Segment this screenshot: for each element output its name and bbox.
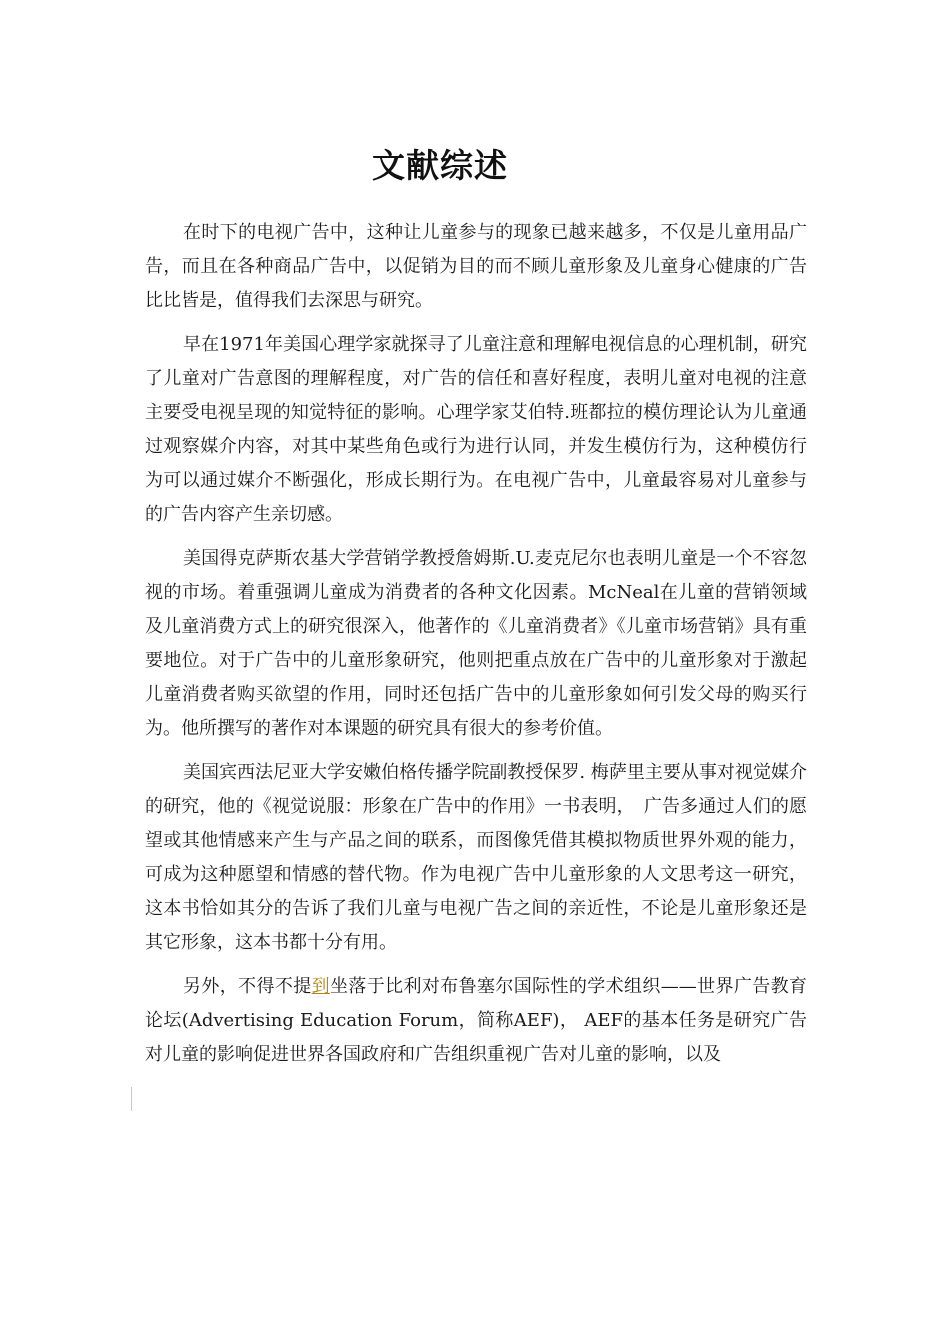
paragraph-3: 美国得克萨斯农基大学营销学教授詹姆斯.U.麦克尼尔也表明儿童是一个不容忽视的市场。着重强调儿童成为消费者的各种文化因素。McNeal在儿童的营销领域及儿童消费方式上的研究很深入，他著作的《儿童消费者》《儿童市场营销》具有重要地位。对于广告中的儿童形象研究，他则把重点放在广告中的儿童形象对于激起儿童消费者购买欲望的作用，同时还包括广告中的儿童形象如何引发父母的购买行为。他所撰写的著作对本课题的研究具有很大的参考价值。: [145, 548, 807, 739]
paragraph-5-text-after: 坐落于比利对布鲁塞尔国际性的学术组织——世界广告教育论坛(Advertising Education Forum，简称AEF)， AEF的基本任务是研究广告对儿童的影响促进世界各国政府和广告组织重视广告对儿童的影响，以及: [145, 976, 807, 1065]
highlighted-word: 到: [311, 976, 330, 997]
document-body: [145, 216, 807, 1082]
paragraph-4: 美国宾西法尼亚大学安嫩伯格传播学院副教授保罗. 梅萨里主要从事对视觉媒介的研究，他的《视觉说服：形象在广告中的作用》一书表明， 广告多通过人们的愿望或其他情感来产生与产品之间的联系，而图像凭借其模拟物质世界外观的能力，可成为这种愿望和情感的替代物。作为电视广告中儿童形象的人文思考这一研究，这本书恰如其分的告诉了我们儿童与电视广告之间的亲近性，不论是儿童形象还是其它形象，这本书都十分有用。: [145, 762, 807, 953]
document-title: 文献综述: [372, 146, 508, 185]
paragraph-1: 在时下的电视广告中，这种让儿童参与的现象已越来越多，不仅是儿童用品广告，而且在各种商品广告中，以促销为目的而不顾儿童形象及儿童身心健康的广告比比皆是，值得我们去深思与研究。: [145, 222, 807, 311]
paragraph-5-text-before: 另外，不得不提: [183, 976, 312, 997]
paragraph-5: [145, 970, 807, 1072]
paragraph-2: 早在1971年美国心理学家就探寻了儿童注意和理解电视信息的心理机制，研究了儿童对广告意图的理解程度，对广告的信任和喜好程度，表明儿童对电视的注意主要受电视呈现的知觉特征的影响。心理学家艾伯特.班都拉的模仿理论认为儿童通过观察媒介内容，对其中某些角色或行为进行认同，并发生模仿行为，这种模仿行为可以通过媒介不断强化，形成长期行为。在电视广告中，儿童最容易对儿童参与的广告内容产生亲切感。: [145, 334, 807, 525]
text-cursor-mark: [131, 1087, 132, 1111]
